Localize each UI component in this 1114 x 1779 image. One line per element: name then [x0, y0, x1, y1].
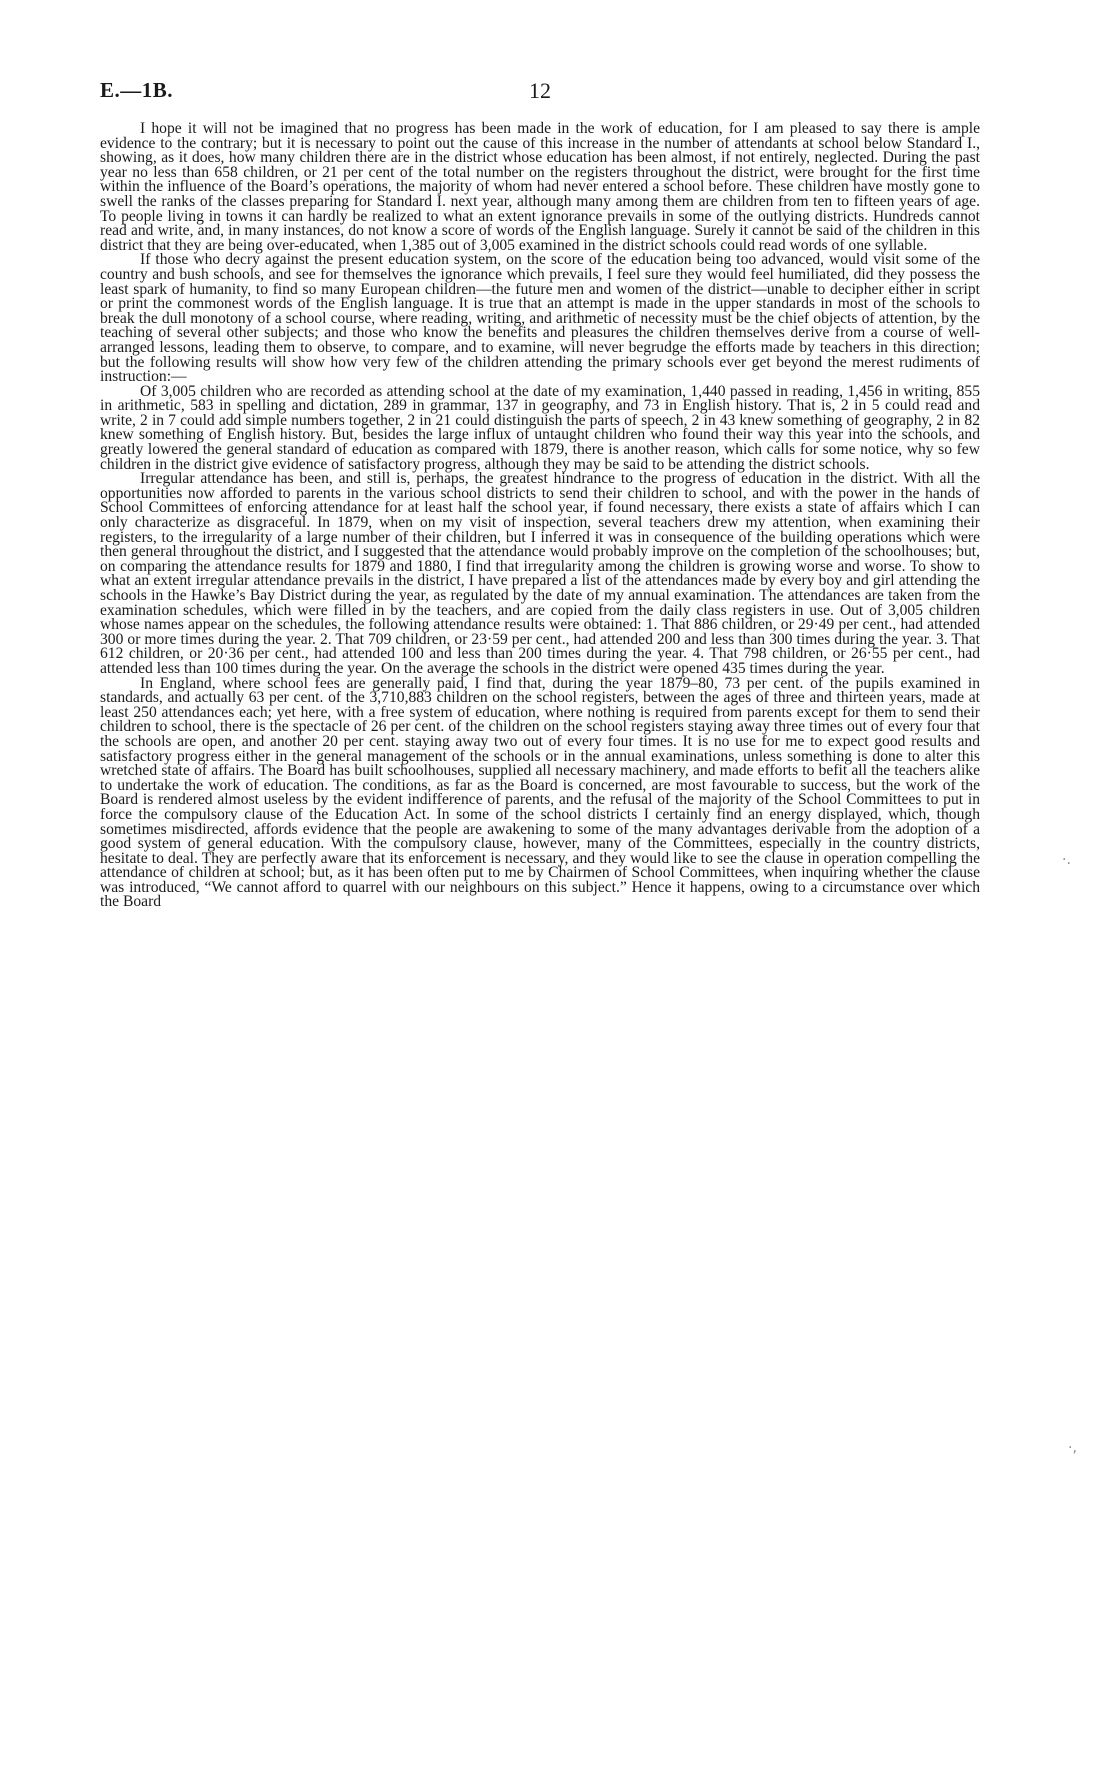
page-header [100, 78, 980, 114]
paragraph-1: I hope it will not be imagined that no progress has been made in the work of education, for I am pleased to say there is ample evidence to the contrary; but it is necessary to point out the cause of this increase in the number of attendants at school below Standard I., showing, as it does, how many children there are in the district whose education has been almost, if not entirely, neglected. During the past year no less than 658 children, or 21 per cent of the total number on the registers throughout the district, were brought for the first time within the influence of the Board’s operations, the majority of whom had never entered a school before. These children have mostly gone to swell the ranks of the classes preparing for Standard I. next year, although many among them are children from ten to fifteen years of age. To people living in towns it can hardly be realized to what an extent ignorance prevails in some of the outlying districts. Hundreds cannot read and write, and, in many instances, do not know a score of words of the English language. Surely it cannot be said of the children in this district that they are being over-educated, when 1,385 out of 3,005 examined in the district schools could read words of one syllable. [100, 120, 980, 254]
margin-speck-mark: ·. [1062, 852, 1071, 868]
section-reference: E.—1B. [100, 78, 174, 102]
document-page [100, 78, 980, 1718]
margin-speck-mark: ·, [1068, 1440, 1077, 1456]
paragraph-4: Irregular attendance has been, and still is, perhaps, the greatest hindrance to the progress of education in the district. With all the opportunities now afforded to parents in the various school districts to send their children to school, and with the power in the hands of School Committees of enforcing attendance for at least half the school year, if found necessary, there exists a state of affairs which I can only characterize as disgraceful. In 1879, when on my visit of inspection, several teachers drew my attention, when examining their registers, to the irregularity of a large number of their children, but I inferred it was in consequence of the building operations which were then general throughout the district, and I suggested that the attendance would probably improve on the completion of the schoolhouses; but, on comparing the attendance results for 1879 and 1880, I find that irregularity among the children is growing worse and worse. To show to what an extent irregular attendance prevails in the district, I have prepared a list of the attendances made by every boy and girl attending the schools in the Hawke’s Bay District during the year, as regulated by the date of my annual examination. The attendances are taken from the examination schedules, which were filled in by the teachers, and are copied from the daily class registers in use. Out of 3,005 children whose names appear on the schedules, the following attendance results were obtained: 1. That 886 children, or 29·49 per cent., had attended 300 or more times during the year. 2. That 709 children, or 23·59 per cent., had attended 200 and less than 300 times during the year. 3. That 612 children, or 20·36 per cent., had attended 100 and less than 200 times during the year. 4. That 798 children, or 26·55 per cent., had attended less than 100 times during the year. On the average the schools in the district were opened 435 times during the year. [100, 470, 980, 677]
paragraph-5: In England, where school fees are generally paid, I find that, during the year 1879–80, 73 per cent. of the pupils examined in standards, and actually 63 per cent. of the 3,710,883 children on the school registers, between the ages of three and thirteen years, made at least 250 attendances each; yet here, with a free system of education, where nothing is required from parents except for them to send their children to school, there is the spectacle of 26 per cent. of the children on the school registers staying away three times out of every four that the schools are open, and another 20 per cent. staying away two out of every four times. It is no use for me to expect good results and satisfactory progress either in the general management of the schools or in the annual examinations, unless something is done to alter this wretched state of affairs. The Board has built schoolhouses, supplied all necessary machinery, and made efforts to befit all the teachers alike to undertake the work of education. The conditions, as far as the Board is concerned, are most favourable to success, but the work of the Board is rendered almost useless by the evident indifference of parents, and the refusal of the majority of the School Committees to put in force the compulsory clause of the Education Act. In some of the school districts I certainly find an energy displayed, which, though sometimes misdirected, affords evidence that the people are awakening to some of the many advantages derivable from the adoption of a good system of general education. With the compulsory clause, however, many of the Committees, especially in the country districts, hesitate to deal. They are perfectly aware that its enforcement is necessary, and they would like to see the clause in operation compelling the attendance of children at school; but, as it has been often put to me by Chairmen of School Committees, when inquiring whether the clause was introduced, “We cannot afford to quarrel with our neighbours on this subject.” Hence it happens, owing to a circumstance over which the Board [100, 674, 980, 911]
paragraph-2: If those who decry against the present education system, on the score of the education being too advanced, would visit some of the country and bush schools, and see for themselves the ignorance which prevails, I feel sure they would feel humiliated, did they possess the least spark of humanity, to find so many European children—the future men and women of the district—unable to decipher either in script or print the commonest words of the English language. It is true that an attempt is made in the upper standards in most of the schools to break the dull monotony of a school course, where reading, writing, and arithmetic of necessity must be the chief objects of attention, by the teaching of several other subjects; and those who know the benefits and pleasures the children themselves derive from a course of well-arranged lessons, leading them to observe, to compare, and to examine, will never begrudge the efforts made by teachers in this direction; but the following results will show how very few of the children attending the primary schools ever get beyond the merest rudiments of instruction:— [100, 251, 980, 386]
body-text [100, 122, 980, 910]
paragraph-3: Of 3,005 children who are recorded as attending school at the date of my examination, 1,440 passed in reading, 1,456 in writing, 855 in arithmetic, 583 in spelling and dictation, 289 in grammar, 137 in geography, and 73 in English history. That is, 2 in 5 could read and write, 2 in 7 could add simple numbers together, 2 in 21 could distinguish the parts of speech, 2 in 43 knew something of geography, 2 in 82 knew something of English history. But, besides the large influx of untaught children who found their way this year into the schools, and greatly lowered the general standard of education as compared with 1879, there is another reason, which calls for some notice, why so few children in the district give evidence of satisfactory progress, although they may be said to be attending the district schools. [100, 382, 980, 473]
page-number: 12 [529, 78, 551, 103]
